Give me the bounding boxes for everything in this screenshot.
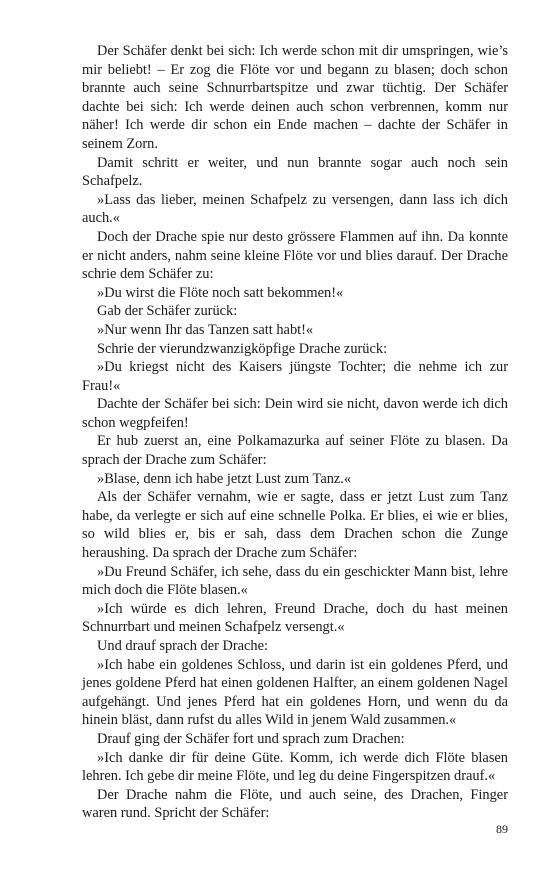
page-text-block xyxy=(82,42,508,823)
paragraph: Als der Schäfer vernahm, wie er sagte, dass er jetzt Lust zum Tanz habe, da verlegte er sich auf eine schnelle Polka. Er blies, ei wie er blies, so wild blies er, bis er sah, dass dem Drachen schon die Zunge heraushing. Da sprach der Drache zum Schäfer: xyxy=(82,489,508,562)
paragraph: »Blase, denn ich habe jetzt Lust zum Tanz.« xyxy=(97,470,352,487)
paragraph: »Lass das lieber, meinen Schafpelz zu versengen, dann lass ich dich auch.« xyxy=(82,191,508,227)
paragraph: Dachte der Schäfer bei sich: Dein wird sie nicht, davon werde ich dich schon wegpfeifen! xyxy=(82,396,508,431)
paragraph: »Du kriegst nicht des Kaisers jüngste Tochter; die nehme ich zur Frau!« xyxy=(82,359,508,394)
paragraph: »Nur wenn Ihr das Tanzen satt habt!« xyxy=(97,321,314,338)
paragraph: Damit schritt er weiter, und nun brannte sogar auch noch sein Schafpelz. xyxy=(82,154,508,190)
paragraph: »Ich würde es dich lehren, Freund Drache, doch du hast meinen Schnurrbart und meinen Schafpelz versengt.« xyxy=(82,600,508,636)
page-number: 89 xyxy=(496,822,508,836)
paragraph: Drauf ging der Schäfer fort und sprach zum Drachen: xyxy=(97,730,405,747)
paragraph: Der Drache nahm die Flöte, und auch seine, des Drachen, Finger waren rund. Spricht der Schäfer: xyxy=(82,786,508,822)
paragraph: »Du Freund Schäfer, ich sehe, dass du ein geschickter Mann bist, lehre mich doch die Flöte blasen.« xyxy=(82,563,508,599)
paragraph: Er hub zuerst an, eine Polkamazurka auf seiner Flöte zu blasen. Da sprach der Drache zum Schäfer: xyxy=(82,433,508,469)
paragraph: Doch der Drache spie nur desto grössere Flammen auf ihn. Da konnte er nicht anders, nahm seine kleine Flöte vor und blies darauf. Der Drache schrie dem Schäfer zu: xyxy=(82,228,508,283)
paragraph: »Du wirst die Flöte noch satt bekommen!« xyxy=(97,284,344,301)
paragraph: Der Schäfer denkt bei sich: Ich werde schon mit dir umspringen, wie’s mir beliebt! – Er zog die Flöte vor und begann zu blasen; doch schon brannte auch seine Schnurrbartspitze und zwar tüchtig. Der Schäfer dachte bei sich: Ich werde deinen auch schon verbrennen, komm nur näher! Ich werde dir schon ein Ende machen – dachte der Schäfer in seinem Zorn. xyxy=(82,43,508,152)
paragraph: Gab der Schäfer zurück: xyxy=(97,303,238,320)
paragraph: Und drauf sprach der Drache: xyxy=(97,638,269,654)
paragraph: »Ich danke dir für deine Güte. Komm, ich werde dich Flöte blasen lehren. Ich gebe dir meine Flöte, und leg du deine Fingerspitzen drauf.« xyxy=(82,749,508,785)
paragraph: Schrie der vierundzwanzigköpfige Drache zurück: xyxy=(97,340,388,357)
paragraph: »Ich habe ein goldenes Schloss, und darin ist ein goldenes Pferd, und jenes goldene Pferd hat einen goldenen Halfter, an einem goldenen Nagel aufgehängt. Und jenes Pferd hat ein goldenes Horn, und wenn du da hinein bläst, dann rufst du alles Wild in jenem Wald zusammen.« xyxy=(82,656,508,729)
